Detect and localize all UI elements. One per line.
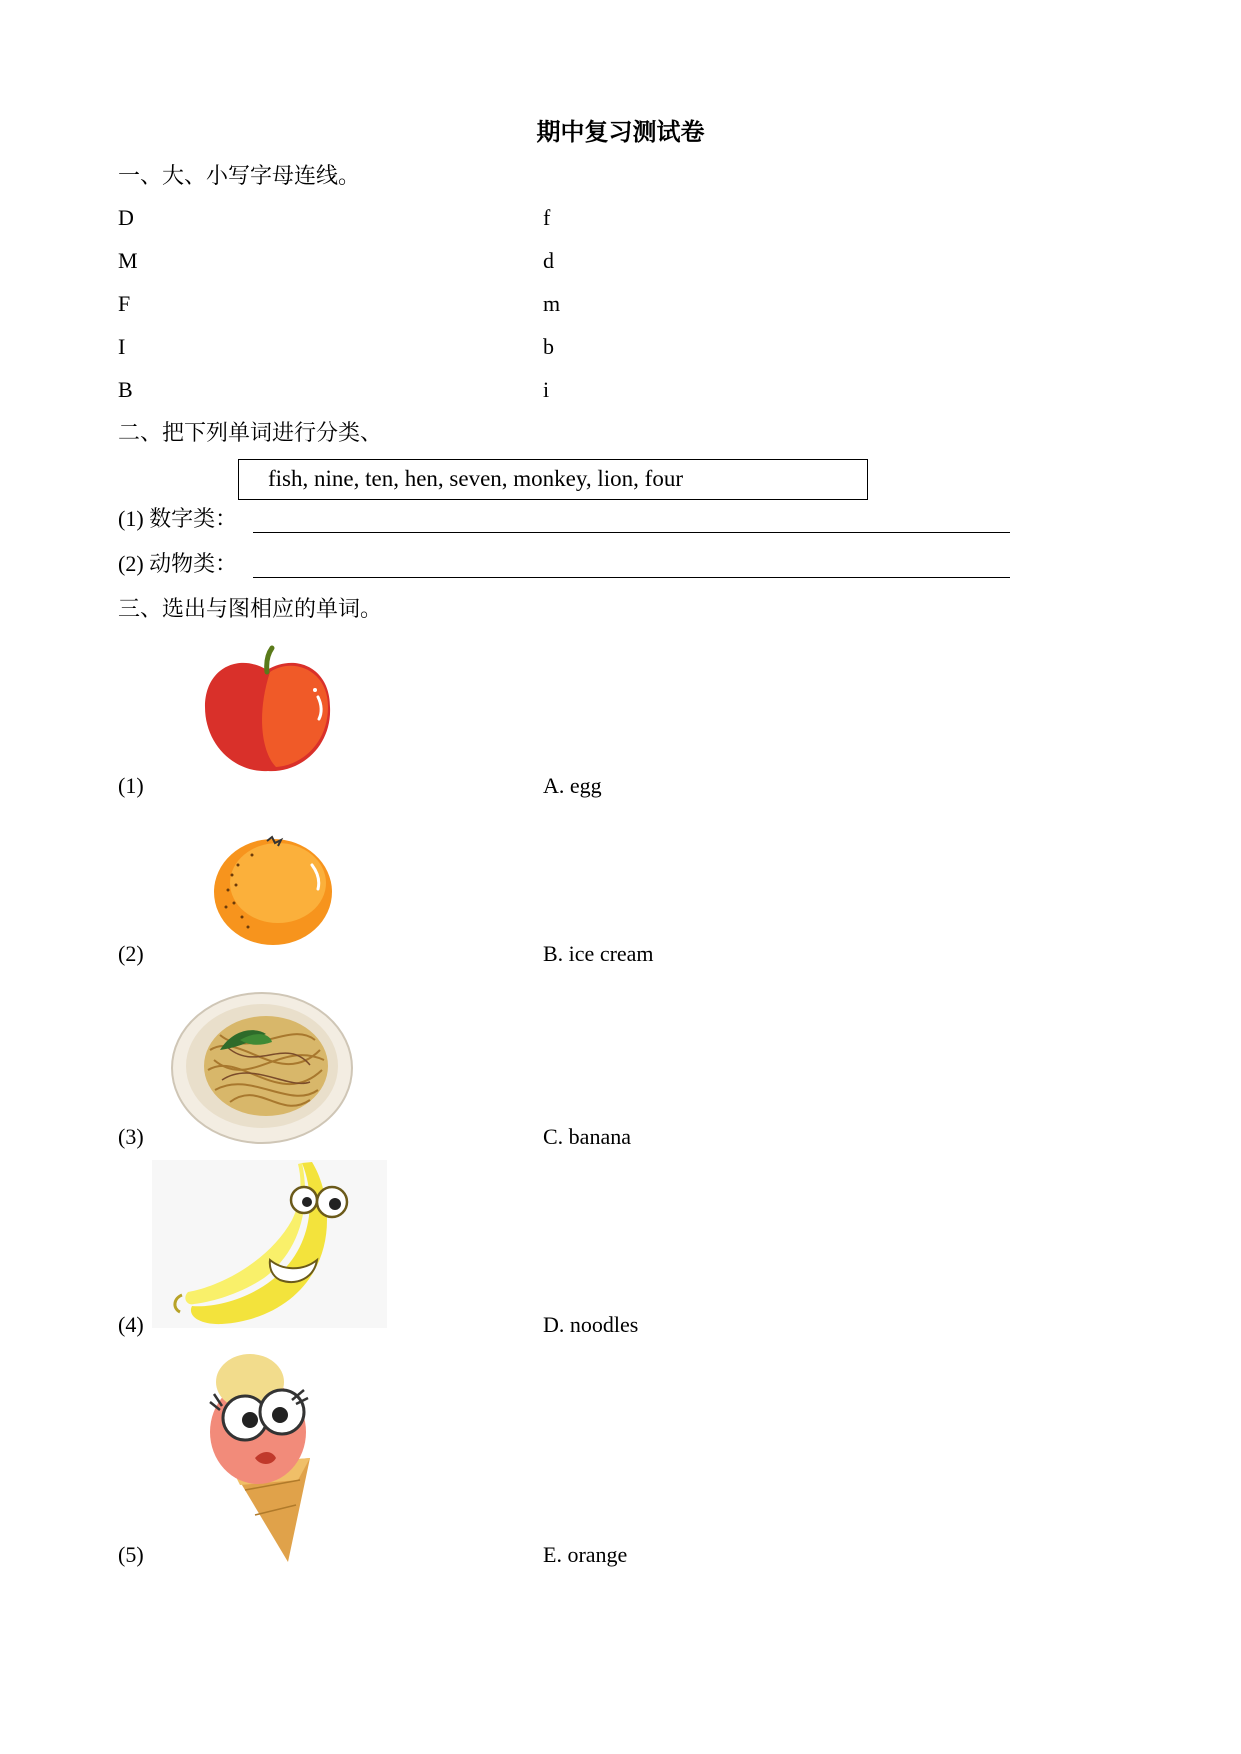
question-animals-label: (2) 动物类： bbox=[118, 551, 238, 576]
apple-icon bbox=[200, 645, 335, 780]
lowercase-letter: d bbox=[543, 248, 554, 273]
lowercase-letter: b bbox=[543, 334, 554, 359]
uppercase-letter: M bbox=[118, 248, 138, 273]
item-number: (4) bbox=[118, 1312, 144, 1337]
option-d: D. noodles bbox=[543, 1312, 639, 1337]
uppercase-letter: F bbox=[118, 291, 131, 316]
option-e: E. orange bbox=[543, 1542, 628, 1567]
section1-heading: 一、大、小写字母连线。 bbox=[118, 163, 361, 188]
ice-cream-icon bbox=[200, 1350, 315, 1565]
uppercase-letter: I bbox=[118, 334, 126, 359]
lowercase-letter: f bbox=[543, 205, 551, 230]
option-b: B. ice cream bbox=[543, 941, 654, 966]
uppercase-letter: D bbox=[118, 205, 134, 230]
question-numbers-label: (1) 数字类： bbox=[118, 506, 238, 531]
item-number: (3) bbox=[118, 1124, 144, 1149]
lowercase-letter: m bbox=[543, 291, 561, 316]
page-title: 期中复习测试卷 bbox=[536, 120, 705, 146]
option-c: C. banana bbox=[543, 1124, 631, 1149]
answer-line-numbers[interactable] bbox=[253, 532, 1010, 533]
item-number: (2) bbox=[118, 941, 144, 966]
section3-heading: 三、选出与图相应的单词。 bbox=[118, 596, 383, 621]
answer-line-animals[interactable] bbox=[253, 577, 1010, 578]
banana-icon bbox=[152, 1160, 387, 1328]
orange-icon bbox=[212, 835, 334, 947]
option-a: A. egg bbox=[543, 773, 602, 798]
word-box: fish, nine, ten, hen, seven, monkey, lion, four bbox=[238, 459, 868, 500]
lowercase-letter: i bbox=[543, 377, 550, 402]
noodles-icon bbox=[170, 990, 355, 1145]
uppercase-letter: B bbox=[118, 377, 133, 402]
section2-heading: 二、把下列单词进行分类、 bbox=[118, 420, 383, 445]
item-number: (1) bbox=[118, 773, 144, 798]
item-number: (5) bbox=[118, 1542, 144, 1567]
